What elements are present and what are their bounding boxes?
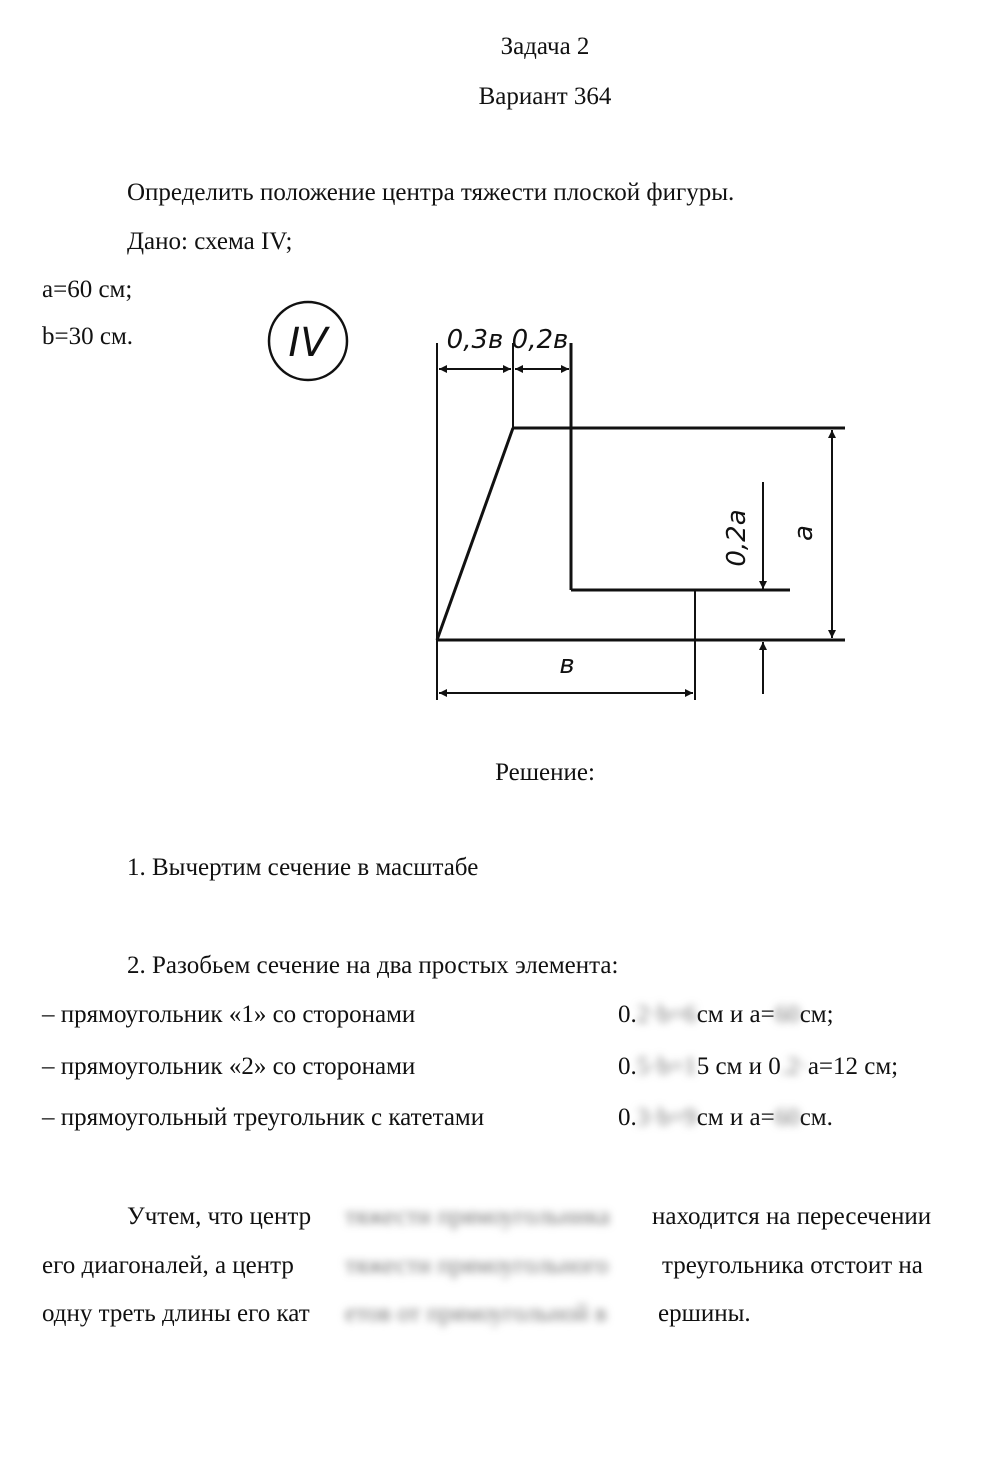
note-line-2-end: треугольника отстоит на <box>662 1252 923 1279</box>
step-2: 2. Разобьем сечение на два простых элемента: <box>127 952 619 979</box>
problem-statement: Определить положение центра тяжести плоской фигуры. <box>127 179 735 206</box>
solution-heading: Решение: <box>495 759 595 786</box>
element-3-label: – прямоугольный треугольник с катетами <box>42 1104 485 1131</box>
given-a: a=60 см; <box>42 276 133 303</box>
scheme-badge <box>269 302 347 380</box>
dim-02b-label: 0,2в <box>511 325 569 355</box>
note-line-2-start: его диагоналей, а центр <box>42 1252 294 1279</box>
dim-02a-label: 0,2а <box>722 509 752 567</box>
given-b: b=30 см. <box>42 323 134 350</box>
step-1: 1. Вычертим сечение в масштабе <box>127 854 479 881</box>
note-line-3-start: одну треть длины его кат <box>42 1300 310 1327</box>
note-line-1-start: Учтем, что центр <box>127 1203 312 1230</box>
element-3-dims: 0.3·b=9см и а=60см. <box>618 1104 833 1131</box>
dim-03b-label: 0,3в <box>446 325 504 355</box>
element-1-label: – прямоугольник «1» со сторонами <box>42 1001 416 1028</box>
variant-title: Вариант 364 <box>478 83 612 110</box>
note-line-2-blur: тяжести прямоугольного <box>345 1252 609 1279</box>
dim-a-label: а <box>789 525 819 541</box>
figure-outline <box>437 343 845 640</box>
given-line: Дано: схема IV; <box>127 228 293 255</box>
scheme-label: IV <box>288 320 328 366</box>
dimension-lines <box>437 343 832 700</box>
note-line-1-end: находится на пересечении <box>652 1203 932 1230</box>
element-2-label: – прямоугольник «2» со сторонами <box>42 1053 416 1080</box>
note-line-3-blur: етов от прямоугольной в <box>345 1300 607 1327</box>
note-line-1-blur: тяжести прямоугольника <box>345 1203 610 1230</box>
slanted-edge <box>437 428 513 640</box>
note-line-3-end: ершины. <box>658 1300 751 1327</box>
element-2-dims: 0.5·b=15 см и 0.2·а=12 см; <box>618 1053 899 1080</box>
task-title: Задача 2 <box>500 33 590 60</box>
dim-b-label: в <box>559 650 575 680</box>
element-1-dims: 0.2·b=6см и а=60см; <box>618 1001 834 1028</box>
